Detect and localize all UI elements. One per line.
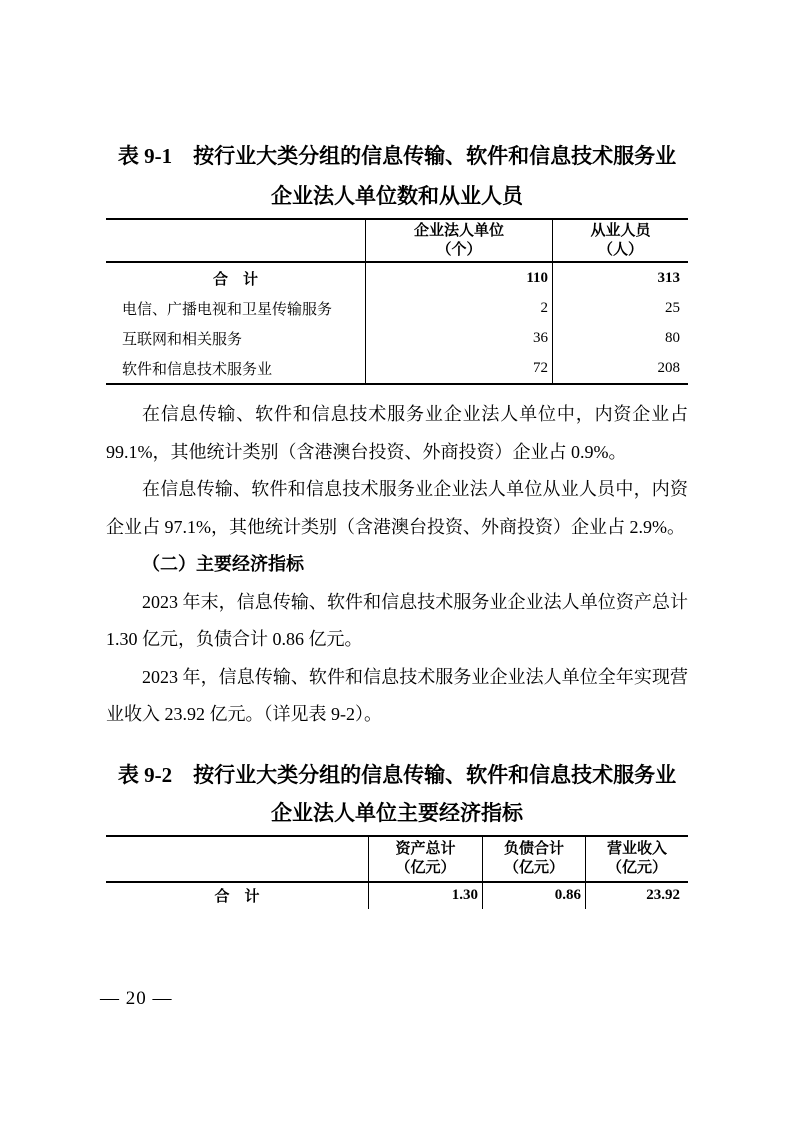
- table2-title: [106, 756, 688, 832]
- table2-title-line2: 企业法人单位主要经济指标: [271, 800, 523, 825]
- table1-title-line2: 企业法人单位数和从业人员: [271, 184, 523, 208]
- paragraph-employees-share: 在信息传输、软件和信息技术服务业企业法人单位从业人员中，内资企业占 97.1%，其他统计类别（含港澳台投资、外商投资）企业占 2.9%。: [106, 479, 688, 537]
- table2-col-header-assets: [368, 837, 482, 881]
- table2-col-header-liabilities-line2: （亿元）: [503, 859, 564, 876]
- row-value-liabilities: 0.86: [482, 883, 585, 909]
- page-content: [106, 0, 688, 909]
- row-label: 合 计: [214, 889, 260, 905]
- row-value-employees: 80: [552, 323, 688, 353]
- table-row-total: [106, 263, 688, 293]
- table1-stub-header: [106, 220, 365, 261]
- table2-header-row: [106, 837, 688, 883]
- table2-stub-header: [106, 837, 368, 881]
- paragraph-legal-units-share: 在信息传输、软件和信息技术服务业企业法人单位中，内资企业占 99.1%，其他统计类别（含港澳台投资、外商投资）企业占 0.9%。: [106, 404, 688, 462]
- table1-col-header-units: [365, 220, 552, 261]
- table2-col-header-revenue: [585, 837, 688, 881]
- table1-col-header-employees-line2: （人）: [597, 241, 643, 258]
- table1-header-row: [106, 220, 688, 263]
- paragraph-assets-liabilities: 2023 年末，信息传输、软件和信息技术服务业企业法人单位资产总计 1.30 亿元，负债合计 0.86 亿元。: [106, 591, 688, 649]
- row-label: 合 计: [212, 271, 258, 288]
- row-label: 电信、广播电视和卫星传输服务: [122, 301, 333, 318]
- row-value-employees: 208: [552, 353, 688, 383]
- table2-col-header-assets-line2: （亿元）: [395, 859, 456, 876]
- row-value-employees: 313: [552, 263, 688, 293]
- table2-title-line1: 表 9-2 按行业大类分组的信息传输、软件和信息技术服务业: [117, 762, 677, 787]
- paragraph-revenue: 2023 年，信息传输、软件和信息技术服务业企业法人单位全年实现营业收入 23.92 亿元。（详见表 9-2）。: [106, 666, 688, 724]
- table1: [106, 218, 688, 385]
- table1-col-header-employees: [552, 220, 688, 261]
- table-row: [106, 293, 688, 323]
- row-value-assets: 1.30: [368, 883, 482, 909]
- table2-col-header-assets-line1: 资产总计: [395, 840, 456, 857]
- row-value-revenue: 23.92: [585, 883, 688, 909]
- table2-col-header-liabilities: [482, 837, 585, 881]
- row-value-units: 72: [365, 353, 552, 383]
- page-number: — 20 —: [100, 988, 173, 1009]
- table2-col-header-revenue-line1: 营业收入: [606, 840, 667, 857]
- table1-col-header-units-line1: 企业法人单位: [413, 222, 504, 239]
- section-heading-economic-indicators: （二）主要经济指标: [142, 554, 304, 574]
- row-label: 软件和信息技术服务业: [122, 361, 273, 378]
- table2-col-header-revenue-line2: （亿元）: [606, 859, 667, 876]
- table2-col-header-liabilities-line1: 负债合计: [503, 840, 564, 857]
- table-row: [106, 353, 688, 383]
- row-value-units: 110: [365, 263, 552, 293]
- row-value-units: 36: [365, 323, 552, 353]
- table-row-total: [106, 883, 688, 909]
- table1-title-line1: 表 9-1 按行业大类分组的信息传输、软件和信息技术服务业: [117, 144, 677, 168]
- table2: [106, 835, 688, 909]
- table1-col-header-employees-line1: 从业人员: [590, 222, 651, 239]
- row-value-employees: 25: [552, 293, 688, 323]
- table-row: [106, 323, 688, 353]
- row-label: 互联网和相关服务: [122, 331, 243, 348]
- table1-col-header-units-line2: （个）: [436, 241, 482, 258]
- row-value-units: 2: [365, 293, 552, 323]
- table1-title: [106, 136, 688, 216]
